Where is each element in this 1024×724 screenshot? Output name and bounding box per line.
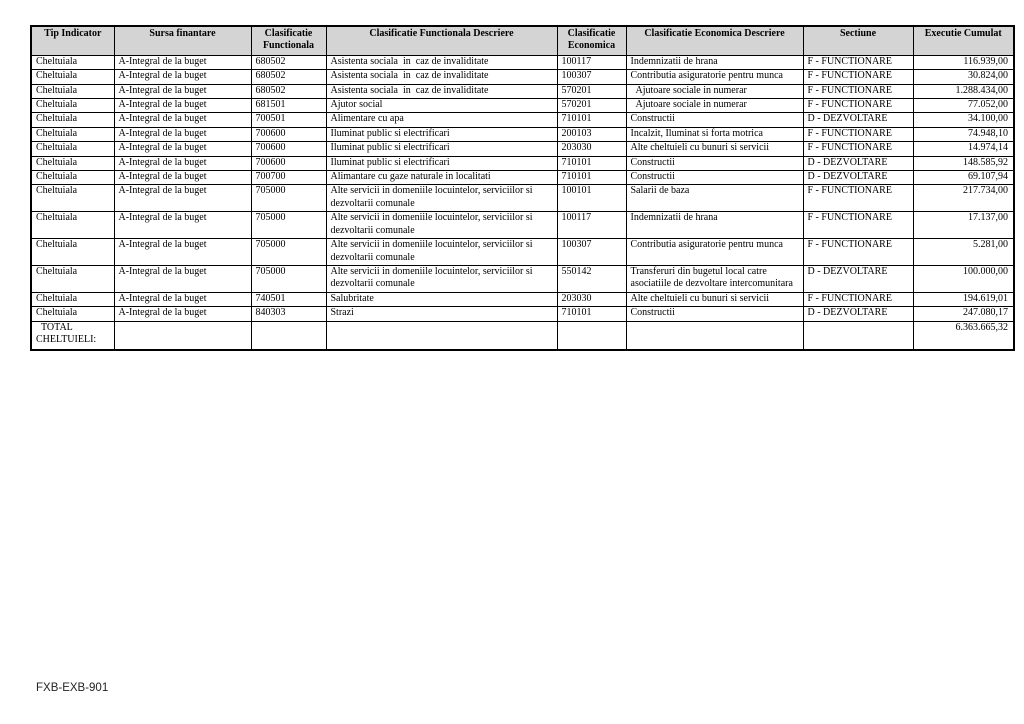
cell-clasificatie-functionala: 840303 — [251, 307, 326, 321]
cell-clasificatie-functionala-descriere: Ajutor social — [326, 99, 557, 113]
cell-executie-cumulat: 69.107,94 — [913, 171, 1014, 185]
total-empty-cell — [251, 321, 326, 350]
cell-sursa-finantare: A-Integral de la buget — [114, 113, 251, 127]
table-row — [31, 99, 1014, 113]
cell-sursa-finantare: A-Integral de la buget — [114, 99, 251, 113]
cell-clasificatie-economica: 203030 — [557, 142, 626, 156]
table-row — [31, 84, 1014, 98]
cell-clasificatie-economica: 203030 — [557, 292, 626, 306]
table-row — [31, 55, 1014, 69]
cell-executie-cumulat: 194.619,01 — [913, 292, 1014, 306]
cell-sectiune: F - FUNCTIONARE — [803, 84, 913, 98]
cell-clasificatie-economica: 200103 — [557, 127, 626, 141]
cell-sectiune: F - FUNCTIONARE — [803, 99, 913, 113]
cell-sectiune: D - DEZVOLTARE — [803, 113, 913, 127]
cell-tip-indicator: Cheltuiala — [31, 55, 114, 69]
cell-sectiune: D - DEZVOLTARE — [803, 307, 913, 321]
cell-clasificatie-economica: 100117 — [557, 55, 626, 69]
header-tip-indicator: Tip Indicator — [31, 26, 114, 55]
total-label-cell — [31, 321, 114, 350]
cell-sursa-finantare: A-Integral de la buget — [114, 212, 251, 239]
cell-clasificatie-economica: 100101 — [557, 185, 626, 212]
cell-clasificatie-economica-descriere: Alte cheltuieli cu bunuri si servicii — [626, 142, 803, 156]
total-empty-cell — [803, 321, 913, 350]
cell-clasificatie-economica: 570201 — [557, 99, 626, 113]
cell-executie-cumulat: 5.281,00 — [913, 239, 1014, 266]
cell-executie-cumulat: 74.948,10 — [913, 127, 1014, 141]
cell-sursa-finantare: A-Integral de la buget — [114, 156, 251, 170]
cell-executie-cumulat: 14.974,14 — [913, 142, 1014, 156]
cell-sursa-finantare: A-Integral de la buget — [114, 292, 251, 306]
budget-execution-table — [30, 25, 1015, 351]
cell-clasificatie-functionala: 700700 — [251, 171, 326, 185]
cell-clasificatie-functionala: 740501 — [251, 292, 326, 306]
cell-clasificatie-economica: 100307 — [557, 70, 626, 84]
cell-sectiune: D - DEZVOLTARE — [803, 265, 913, 292]
cell-tip-indicator: Cheltuiala — [31, 99, 114, 113]
cell-clasificatie-economica-descriere: Incalzit, Iluminat si forta motrica — [626, 127, 803, 141]
table-row — [31, 113, 1014, 127]
cell-executie-cumulat: 100.000,00 — [913, 265, 1014, 292]
cell-sursa-finantare: A-Integral de la buget — [114, 142, 251, 156]
cell-clasificatie-economica-descriere: Constructii — [626, 156, 803, 170]
cell-clasificatie-economica: 550142 — [557, 265, 626, 292]
cell-clasificatie-functionala-descriere: Strazi — [326, 307, 557, 321]
cell-clasificatie-functionala-descriere: Alimentare cu apa — [326, 113, 557, 127]
cell-tip-indicator: Cheltuiala — [31, 127, 114, 141]
cell-sursa-finantare: A-Integral de la buget — [114, 70, 251, 84]
cell-sectiune: F - FUNCTIONARE — [803, 212, 913, 239]
cell-sursa-finantare: A-Integral de la buget — [114, 265, 251, 292]
header-clasificatie-economica: Clasificatie Economica — [557, 26, 626, 55]
header-sectiune: Sectiune — [803, 26, 913, 55]
cell-clasificatie-economica-descriere: Salarii de baza — [626, 185, 803, 212]
cell-clasificatie-functionala-descriere: Asistenta sociala in caz de invaliditate — [326, 84, 557, 98]
cell-clasificatie-economica-descriere: Contributia asiguratorie pentru munca — [626, 70, 803, 84]
cell-tip-indicator: Cheltuiala — [31, 113, 114, 127]
table-row — [31, 239, 1014, 266]
cell-tip-indicator: Cheltuiala — [31, 156, 114, 170]
cell-clasificatie-functionala: 705000 — [251, 185, 326, 212]
cell-executie-cumulat: 77.052,00 — [913, 99, 1014, 113]
cell-tip-indicator: Cheltuiala — [31, 142, 114, 156]
table-header — [31, 26, 1014, 55]
cell-tip-indicator: Cheltuiala — [31, 239, 114, 266]
cell-sursa-finantare: A-Integral de la buget — [114, 307, 251, 321]
cell-tip-indicator: Cheltuiala — [31, 292, 114, 306]
table-row — [31, 185, 1014, 212]
cell-clasificatie-economica-descriere: Contributia asiguratorie pentru munca — [626, 239, 803, 266]
cell-clasificatie-economica: 100117 — [557, 212, 626, 239]
cell-clasificatie-functionala-descriere: Iluminat public si electrificari — [326, 127, 557, 141]
cell-clasificatie-functionala-descriere: Iluminat public si electrificari — [326, 156, 557, 170]
cell-executie-cumulat: 30.824,00 — [913, 70, 1014, 84]
cell-clasificatie-functionala: 705000 — [251, 265, 326, 292]
cell-tip-indicator: Cheltuiala — [31, 70, 114, 84]
table-total-section — [31, 321, 1014, 350]
cell-clasificatie-functionala-descriere: Alte servicii in domeniile locuintelor, serviciilor si dezvoltarii comunale — [326, 185, 557, 212]
cell-tip-indicator: Cheltuiala — [31, 307, 114, 321]
cell-sectiune: F - FUNCTIONARE — [803, 239, 913, 266]
cell-clasificatie-economica-descriere: Transferuri din bugetul local catre asociatiile de dezvoltare intercomunitara — [626, 265, 803, 292]
cell-clasificatie-functionala-descriere: Asistenta sociala in caz de invaliditate — [326, 55, 557, 69]
total-empty-cell — [114, 321, 251, 350]
cell-clasificatie-functionala: 700600 — [251, 142, 326, 156]
cell-clasificatie-economica: 710101 — [557, 171, 626, 185]
total-label-line2: CHELTUIELI: — [36, 333, 97, 345]
total-label-line1: TOTAL — [41, 321, 73, 333]
cell-clasificatie-economica-descriere: Constructii — [626, 307, 803, 321]
cell-clasificatie-functionala: 700600 — [251, 156, 326, 170]
cell-tip-indicator: Cheltuiala — [31, 212, 114, 239]
cell-clasificatie-economica-descriere: Indemnizatii de hrana — [626, 55, 803, 69]
cell-sursa-finantare: A-Integral de la buget — [114, 127, 251, 141]
cell-sursa-finantare: A-Integral de la buget — [114, 185, 251, 212]
cell-clasificatie-functionala-descriere: Asistenta sociala in caz de invaliditate — [326, 70, 557, 84]
cell-clasificatie-functionala: 680502 — [251, 84, 326, 98]
cell-clasificatie-functionala-descriere: Iluminat public si electrificari — [326, 142, 557, 156]
cell-clasificatie-economica-descriere: Alte cheltuieli cu bunuri si servicii — [626, 292, 803, 306]
cell-clasificatie-functionala: 700600 — [251, 127, 326, 141]
header-clasificatie-functionala: Clasificatie Functionala — [251, 26, 326, 55]
table-row — [31, 142, 1014, 156]
header-clasificatie-functionala-descriere: Clasificatie Functionala Descriere — [326, 26, 557, 55]
cell-sursa-finantare: A-Integral de la buget — [114, 55, 251, 69]
cell-executie-cumulat: 217.734,00 — [913, 185, 1014, 212]
table-row — [31, 156, 1014, 170]
cell-tip-indicator: Cheltuiala — [31, 265, 114, 292]
table-row — [31, 292, 1014, 306]
table-row — [31, 212, 1014, 239]
cell-sectiune: D - DEZVOLTARE — [803, 156, 913, 170]
cell-executie-cumulat: 247.080,17 — [913, 307, 1014, 321]
cell-sectiune: F - FUNCTIONARE — [803, 127, 913, 141]
cell-clasificatie-economica: 100307 — [557, 239, 626, 266]
cell-clasificatie-economica-descriere: Indemnizatii de hrana — [626, 212, 803, 239]
cell-clasificatie-functionala-descriere: Alimantare cu gaze naturale in localitati — [326, 171, 557, 185]
total-empty-cell — [626, 321, 803, 350]
total-row — [31, 321, 1014, 350]
cell-sectiune: F - FUNCTIONARE — [803, 292, 913, 306]
cell-tip-indicator: Cheltuiala — [31, 84, 114, 98]
report-code: FXB-EXB-901 — [36, 682, 109, 694]
table-row — [31, 127, 1014, 141]
cell-clasificatie-functionala: 680502 — [251, 70, 326, 84]
cell-clasificatie-economica-descriere: Constructii — [626, 171, 803, 185]
header-row — [31, 26, 1014, 55]
cell-clasificatie-economica-descriere: Ajutoare sociale in numerar — [626, 99, 803, 113]
cell-clasificatie-economica: 570201 — [557, 84, 626, 98]
cell-executie-cumulat: 34.100,00 — [913, 113, 1014, 127]
cell-clasificatie-functionala-descriere: Alte servicii in domeniile locuintelor, serviciilor si dezvoltarii comunale — [326, 239, 557, 266]
cell-clasificatie-functionala: 680502 — [251, 55, 326, 69]
cell-executie-cumulat: 116.939,00 — [913, 55, 1014, 69]
cell-sectiune: F - FUNCTIONARE — [803, 142, 913, 156]
cell-clasificatie-functionala-descriere: Alte servicii in domeniile locuintelor, serviciilor si dezvoltarii comunale — [326, 265, 557, 292]
cell-clasificatie-functionala: 681501 — [251, 99, 326, 113]
cell-tip-indicator: Cheltuiala — [31, 171, 114, 185]
total-empty-cell — [326, 321, 557, 350]
table-row — [31, 70, 1014, 84]
total-empty-cell — [557, 321, 626, 350]
header-executie-cumulat: Executie Cumulat — [913, 26, 1014, 55]
cell-sursa-finantare: A-Integral de la buget — [114, 171, 251, 185]
cell-clasificatie-economica-descriere: Ajutoare sociale in numerar — [626, 84, 803, 98]
header-clasificatie-economica-descriere: Clasificatie Economica Descriere — [626, 26, 803, 55]
cell-tip-indicator: Cheltuiala — [31, 185, 114, 212]
cell-executie-cumulat: 17.137,00 — [913, 212, 1014, 239]
cell-clasificatie-functionala: 705000 — [251, 212, 326, 239]
cell-sectiune: D - DEZVOLTARE — [803, 171, 913, 185]
cell-sectiune: F - FUNCTIONARE — [803, 185, 913, 212]
cell-clasificatie-economica: 710101 — [557, 113, 626, 127]
cell-clasificatie-functionala-descriere: Alte servicii in domeniile locuintelor, serviciilor si dezvoltarii comunale — [326, 212, 557, 239]
total-value: 6.363.665,32 — [913, 321, 1014, 350]
cell-sursa-finantare: A-Integral de la buget — [114, 84, 251, 98]
cell-clasificatie-functionala: 700501 — [251, 113, 326, 127]
cell-sectiune: F - FUNCTIONARE — [803, 55, 913, 69]
cell-executie-cumulat: 148.585,92 — [913, 156, 1014, 170]
cell-clasificatie-functionala-descriere: Salubritate — [326, 292, 557, 306]
table-row — [31, 307, 1014, 321]
cell-executie-cumulat: 1.288.434,00 — [913, 84, 1014, 98]
cell-clasificatie-economica-descriere: Constructii — [626, 113, 803, 127]
cell-clasificatie-economica: 710101 — [557, 156, 626, 170]
table-body — [31, 55, 1014, 321]
cell-clasificatie-economica: 710101 — [557, 307, 626, 321]
cell-sectiune: F - FUNCTIONARE — [803, 70, 913, 84]
cell-sursa-finantare: A-Integral de la buget — [114, 239, 251, 266]
table-row — [31, 171, 1014, 185]
table-row — [31, 265, 1014, 292]
cell-clasificatie-functionala: 705000 — [251, 239, 326, 266]
header-sursa-finantare: Sursa finantare — [114, 26, 251, 55]
